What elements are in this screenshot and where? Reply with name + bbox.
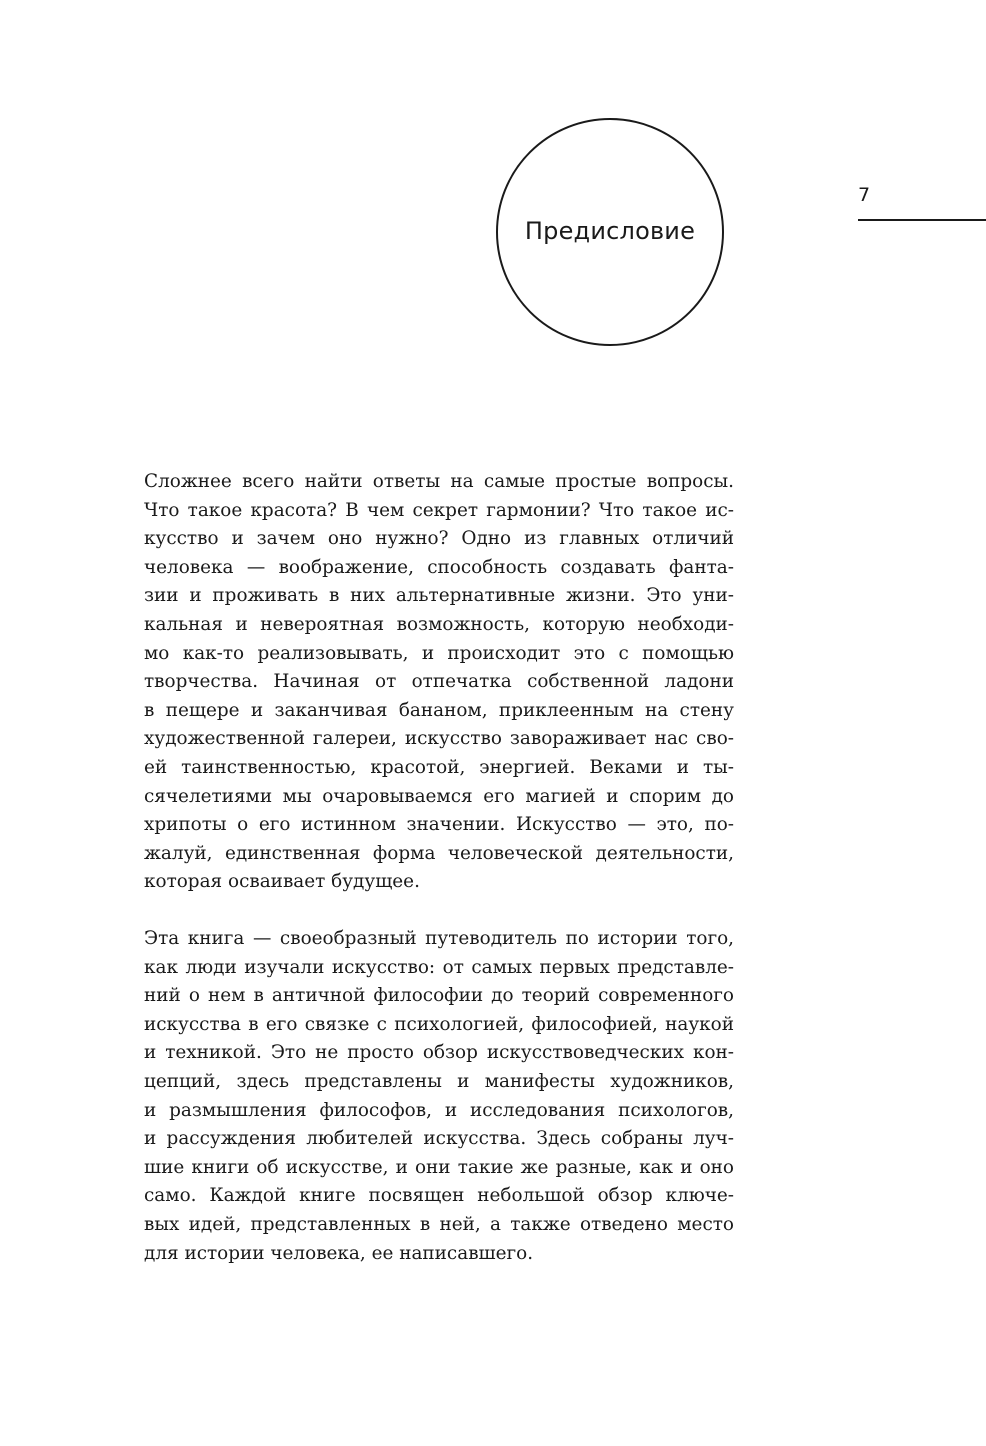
paragraph-line: и размышления философов, и исследования психологов, (144, 1099, 734, 1121)
paragraph-line: искусства в его связке с психологией, философией, наукой (144, 1013, 734, 1035)
paragraph-line: человека — воображение, способность создавать фанта- (144, 556, 734, 578)
paragraph-line: вых идей, представленных в ней, а также отведено место (144, 1213, 734, 1235)
paragraph-line: в пещере и заканчивая бананом, приклеенным на стену (144, 699, 734, 721)
paragraph-line: само. Каждой книге посвящен небольшой обзор ключе- (144, 1185, 734, 1207)
page-number-rule (858, 219, 986, 221)
paragraph-line: ний о нем в античной философии до теорий современного (144, 985, 734, 1007)
paragraph-line: зии и проживать в них альтернативные жизни. Это уни- (144, 585, 734, 607)
paragraph-line: творчества. Начиная от отпечатка собственной ладони (144, 671, 734, 693)
chapter-title: Предисловие (524, 217, 696, 245)
paragraph-2 (144, 925, 734, 1268)
paragraph-line: мо как-то реализовывать, и происходит это с помощью (144, 642, 734, 664)
paragraph-line: шие книги об искусстве, и они такие же разные, как и оно (144, 1156, 734, 1178)
paragraph-line: художественной галереи, искусство завораживает нас сво- (144, 728, 734, 750)
paragraph-line: жалуй, единственная форма человеческой деятельности, (144, 842, 734, 864)
chapter-title-circle (496, 118, 724, 346)
paragraph-line: кусство и зачем оно нужно? Одно из главных отличий (144, 528, 734, 550)
paragraph-line: цепций, здесь представлены и манифесты художников, (144, 1070, 734, 1092)
paragraph-line: и рассуждения любителей искусства. Здесь собраны луч- (144, 1128, 734, 1150)
paragraph-line: ей таинственностью, красотой, энергией. Веками и ты- (144, 756, 734, 778)
paragraph-line: Эта книга — своеобразный путеводитель по истории того, (144, 928, 734, 949)
paragraph-line: и техникой. Это не просто обзор искусствоведческих кон- (144, 1042, 734, 1064)
page-number: 7 (858, 184, 871, 206)
paragraph-1 (144, 468, 734, 897)
paragraph-line: как люди изучали искусство: от самых первых представле- (144, 956, 734, 978)
paragraph-line: кальная и невероятная возможность, которую необходи- (144, 613, 734, 635)
paragraph-line: хрипоты о его истинном значении. Искусство — это, по- (144, 814, 734, 836)
paragraph-line: Сложнее всего найти ответы на самые простые вопросы. (144, 471, 734, 492)
paragraph-line: сячелетиями мы очаровываемся его магией и спорим до (144, 785, 734, 807)
paragraph-line: которая осваивает будущее. (144, 871, 420, 893)
paragraph-line: для истории человека, ее написавшего. (144, 1242, 534, 1264)
paragraph-line: Что такое красота? В чем секрет гармонии? Что такое ис- (144, 499, 734, 521)
